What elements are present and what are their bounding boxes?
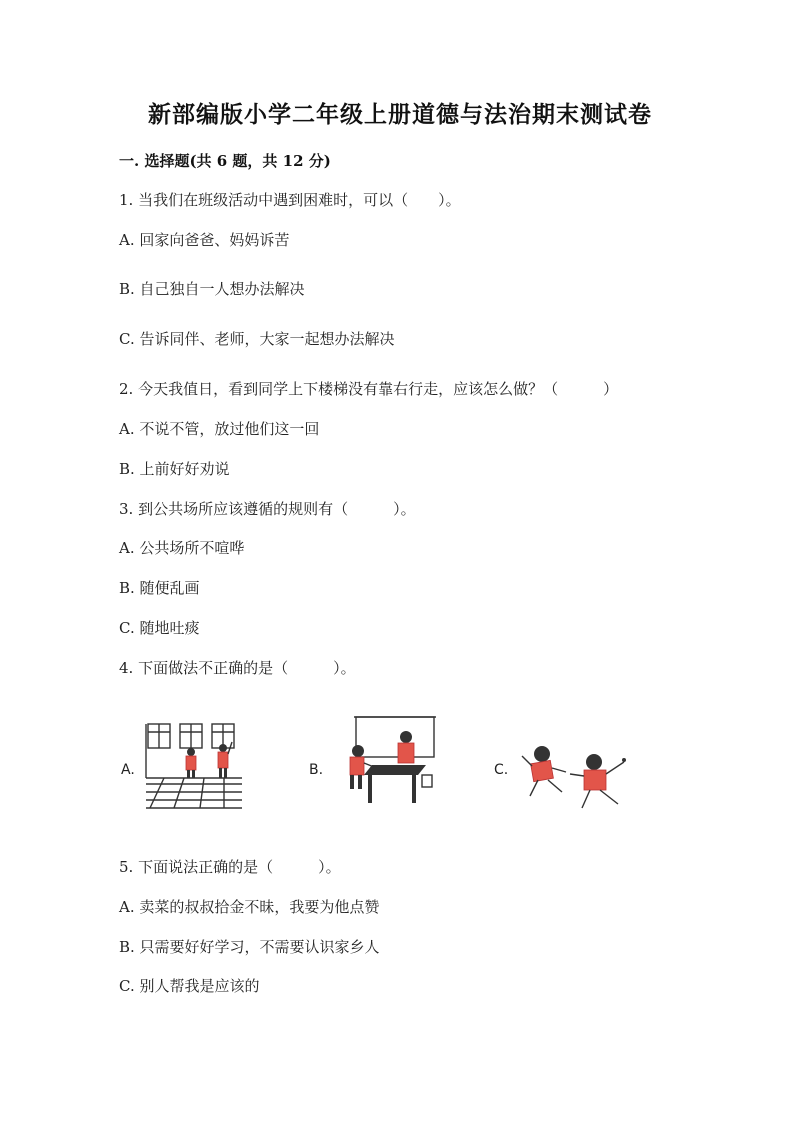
- question-3-stem: 3. 到公共场所应该遵循的规则有（ ）。: [119, 500, 416, 518]
- question-1-option-b[interactable]: B. 自己独自一人想办法解决: [119, 280, 305, 298]
- question-2-option-a[interactable]: A. 不说不管，放过他们这一回: [119, 420, 320, 438]
- question-5-stem: 5. 下面说法正确的是（ ）。: [119, 858, 341, 876]
- question-4-stem: 4. 下面做法不正确的是（ ）。: [119, 659, 356, 677]
- question-4-option-c-illustration[interactable]: [520, 744, 630, 814]
- question-4-option-b-label[interactable]: B.: [309, 762, 324, 778]
- page-title: 新部编版小学二年级上册道德与法治期末测试卷: [148, 101, 652, 128]
- question-4-option-a-illustration[interactable]: [144, 722, 244, 810]
- question-2-stem: 2. 今天我值日，看到同学上下楼梯没有靠右行走，应该怎么做？（ ）: [119, 380, 619, 398]
- section-heading: 一. 选择题(共 6 题，共 12 分): [119, 152, 331, 170]
- question-1-option-a[interactable]: A. 回家向爸爸、妈妈诉苦: [119, 231, 290, 249]
- question-3-option-c[interactable]: C. 随地吐痰: [119, 619, 200, 637]
- question-1-option-c[interactable]: C. 告诉同伴、老师，大家一起想办法解决: [119, 330, 395, 348]
- question-4-option-b-illustration[interactable]: [336, 715, 436, 815]
- question-2-option-b[interactable]: B. 上前好好劝说: [119, 460, 230, 478]
- question-4-option-c-label[interactable]: C.: [494, 762, 509, 778]
- question-5-option-b[interactable]: B. 只需要好好学习，不需要认识家乡人: [119, 938, 380, 956]
- question-5-option-c[interactable]: C. 别人帮我是应该的: [119, 977, 260, 995]
- question-4-option-a-label[interactable]: A.: [121, 762, 135, 778]
- question-3-option-b[interactable]: B. 随便乱画: [119, 579, 200, 597]
- question-1-stem: 1. 当我们在班级活动中遇到困难时，可以（ ）。: [119, 191, 461, 209]
- question-5-option-a[interactable]: A. 卖菜的叔叔拾金不昧，我要为他点赞: [119, 898, 380, 916]
- question-3-option-a[interactable]: A. 公共场所不喧哗: [119, 539, 245, 557]
